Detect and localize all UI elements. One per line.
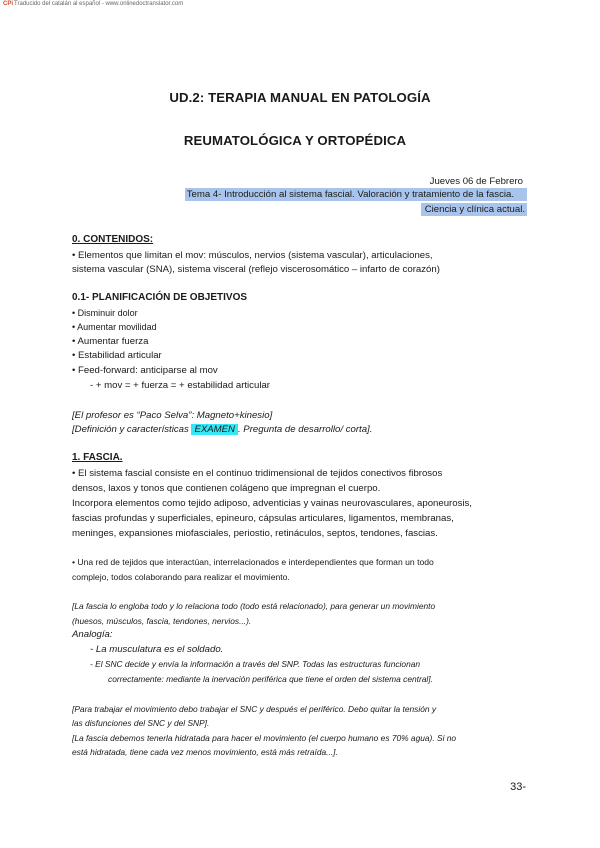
objetivo-item: • Feed-forward: anticiparse al mov	[72, 365, 218, 376]
note-profesor: [El profesor es “Paco Selva”: Magneto+kinesio]	[72, 410, 273, 421]
translator-logo: CPi	[3, 1, 14, 7]
note-definicion-tail: . Pregunta de desarrollo/ corta].	[237, 424, 373, 435]
objetivo-item: • Estabilidad articular	[72, 350, 162, 361]
fascia-bracket2-line: las disfunciones del SNC y del SNP].	[72, 718, 210, 728]
fascia-bracket2-line: está hidratada, tiene cada vez menos movimiento, está más retraída...].	[72, 747, 338, 757]
analogia-item: - La musculatura es el soldado.	[90, 644, 224, 655]
analogia-item: - El SNC decide y envía la información a través del SNP. Todas las estructuras funcionan	[90, 659, 421, 669]
fascia-p1-line: • El sistema fascial consiste en el continuo tridimensional de tejidos conectivos fibrosos	[72, 468, 443, 479]
objetivo-item: • Disminuir dolor	[72, 308, 138, 318]
note-definicion-text: [Definición y características	[72, 424, 192, 435]
fascia-heading: 1. FASCIA.	[72, 452, 123, 463]
contenidos-heading: 0. CONTENIDOS:	[72, 234, 154, 245]
objetivo-item: • Aumentar movilidad	[72, 322, 157, 332]
examen-highlight: EXAMEN	[191, 424, 238, 435]
analogia-label: Analogía:	[72, 629, 113, 640]
objetivo-item: • Aumentar fuerza	[72, 336, 149, 347]
fascia-p1-line: meninges, expansiones miofasciales, periostio, retináculos, septos, tendones, fascias.	[72, 528, 438, 539]
fascia-bracket2-line: [Para trabajar el movimiento debo trabajar el SNC y después el periférico. Debo quitar la tensión y	[72, 704, 437, 714]
note-definicion	[72, 423, 372, 436]
translator-notice: Traducido del catalán al español - www.onlinedoctranslator.com	[14, 1, 184, 7]
fascia-bracket1-line: (huesos, músculos, fascia, tendones, nervios...).	[72, 616, 252, 626]
title-line-1: UD.2: TERAPIA MANUAL EN PATOLOGÍA	[169, 90, 431, 105]
objetivos-heading: 0.1- PLANIFICACIÓN DE OBJETIVOS	[72, 292, 248, 303]
fascia-p2-line: complejo, todos colaborando para realizar el movimiento.	[72, 572, 290, 582]
fascia-bracket1-line: [La fascia lo engloba todo y lo relaciona todo (todo está relacionado), para generar un movimiento	[72, 601, 436, 611]
analogia-item: correctamente: mediante la inervación periférica que tiene el orden del sistema central].	[108, 674, 433, 684]
contenidos-line-1: • Elementos que limitan el mov: músculos, nervios (sistema vascular), articulaciones,	[72, 250, 433, 261]
topic-line-2: Ciencia y clínica actual.	[421, 203, 527, 216]
date: Jueves 06 de Febrero	[429, 176, 523, 187]
objetivo-subitem: - + mov = + fuerza = + estabilidad articular	[90, 380, 270, 391]
contenidos-line-2: sistema vascular (SNA), sistema visceral (reflejo viscerosomático – infarto de corazón)	[72, 264, 440, 275]
translator-bar	[0, 0, 600, 9]
fascia-p1-line: densos, laxos y tonos que contienen colágeno que impregnan el cuerpo.	[72, 483, 381, 494]
fascia-bracket2-line: [La fascia debemos tenerla hidratada para hacer el movimiento (el cuerpo humano es 70% agua). Si no	[72, 733, 457, 743]
topic-line-1: Tema 4- Introducción al sistema fascial. Valoración y tratamiento de la fascia.	[185, 188, 527, 201]
fascia-p1-line: fascias profundas y superficiales, epineuro, cápsulas articulares, ligamentos, membranas,	[72, 513, 454, 524]
fascia-p1-line: Incorpora elementos como tejido adiposo, adventicias y vainas neurovasculares, aponeurosis,	[72, 498, 472, 509]
title-line-2: REUMATOLÓGICA Y ORTOPÉDICA	[183, 133, 407, 148]
fascia-p2-line: • Una red de tejidos que interactúan, interrelacionados e interdependientes que forman un todo	[72, 557, 434, 567]
page-number: 33-	[510, 781, 526, 793]
